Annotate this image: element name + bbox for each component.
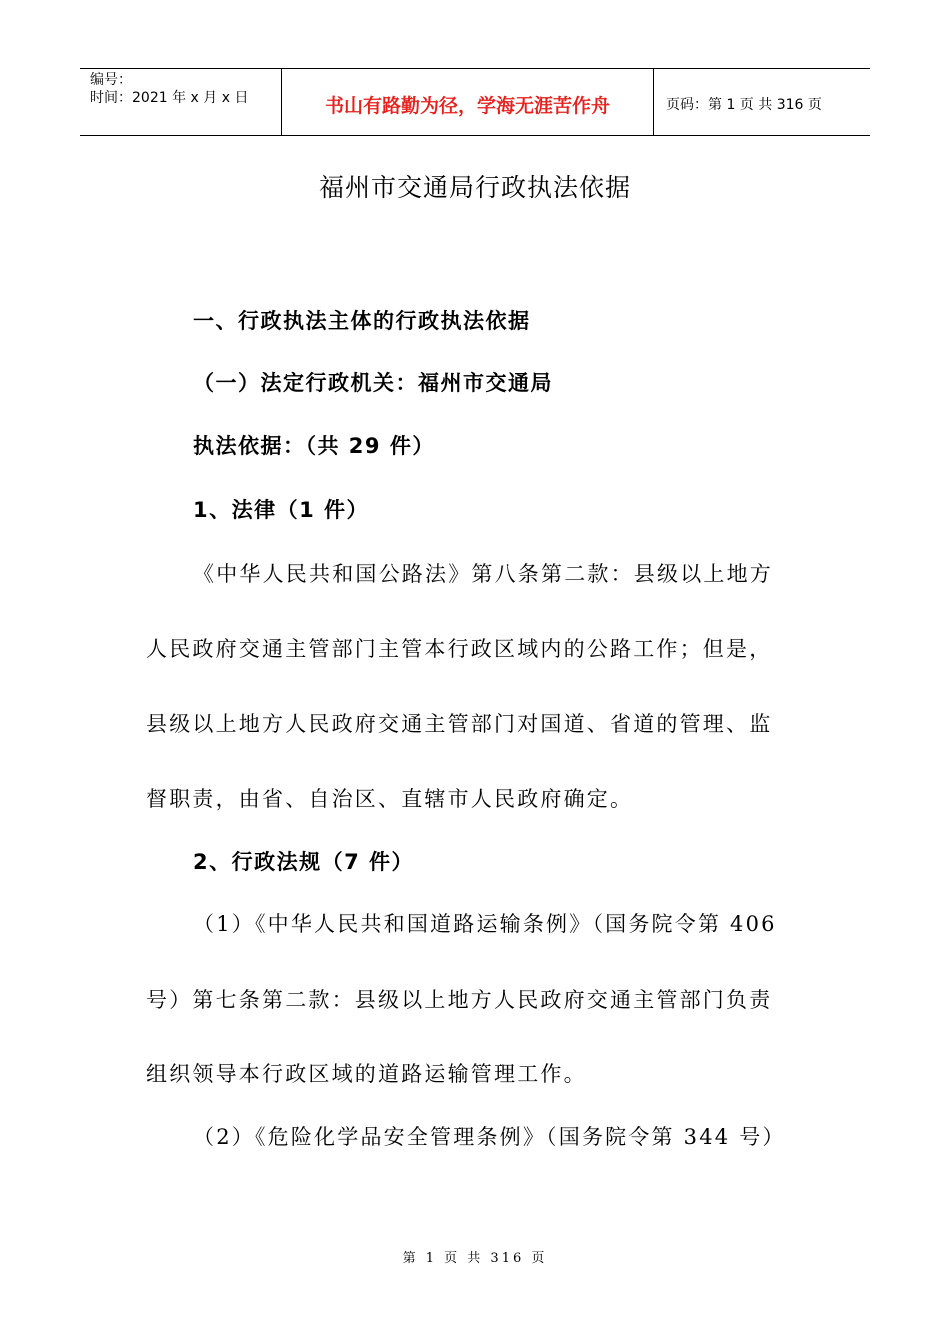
header-meta — [80, 69, 282, 135]
page-header — [80, 68, 870, 136]
body-line: 号）第七条第二款：县级以上地方人民政府交通主管部门负责 — [146, 988, 773, 1012]
body-line: （2）《危险化学品安全管理条例》（国务院令第 344 号） — [193, 1125, 786, 1149]
document-title: 福州市交通局行政执法依据 — [318, 173, 631, 202]
law-heading: 1、法律（1 件） — [193, 498, 370, 522]
body-line: 督职责，由省、自治区、直辖市人民政府确定。 — [146, 787, 634, 811]
page-footer: 第 1 页 共 316 页 — [402, 1251, 548, 1266]
body-line: 人民政府交通主管部门主管本行政区域内的公路工作；但是， — [146, 637, 773, 661]
header-motto: 书山有路勤为径，学海无涯苦作舟 — [282, 69, 654, 135]
regulation-heading: 2、行政法规（7 件） — [193, 850, 415, 874]
basis-heading: 执法依据：（共 29 件） — [193, 434, 435, 458]
body-line: 《中华人民共和国公路法》第八条第二款：县级以上地方 — [193, 562, 773, 586]
body-line: 组织领导本行政区域的道路运输管理工作。 — [146, 1062, 587, 1086]
body-line: 县级以上地方人民政府交通主管部门对国道、省道的管理、监 — [146, 712, 773, 736]
body-line: （1）《中华人民共和国道路运输条例》（国务院令第 406 — [193, 912, 777, 936]
subsection-heading: （一）法定行政机关：福州市交通局 — [193, 371, 553, 395]
header-page-info: 页码：第 1 页 共 316 页 — [666, 97, 822, 113]
header-time: 时间：2021 年 x 月 x 日 — [90, 90, 249, 106]
header-number: 编号： — [90, 72, 132, 88]
section-heading: 一、行政执法主体的行政执法依据 — [193, 309, 531, 333]
